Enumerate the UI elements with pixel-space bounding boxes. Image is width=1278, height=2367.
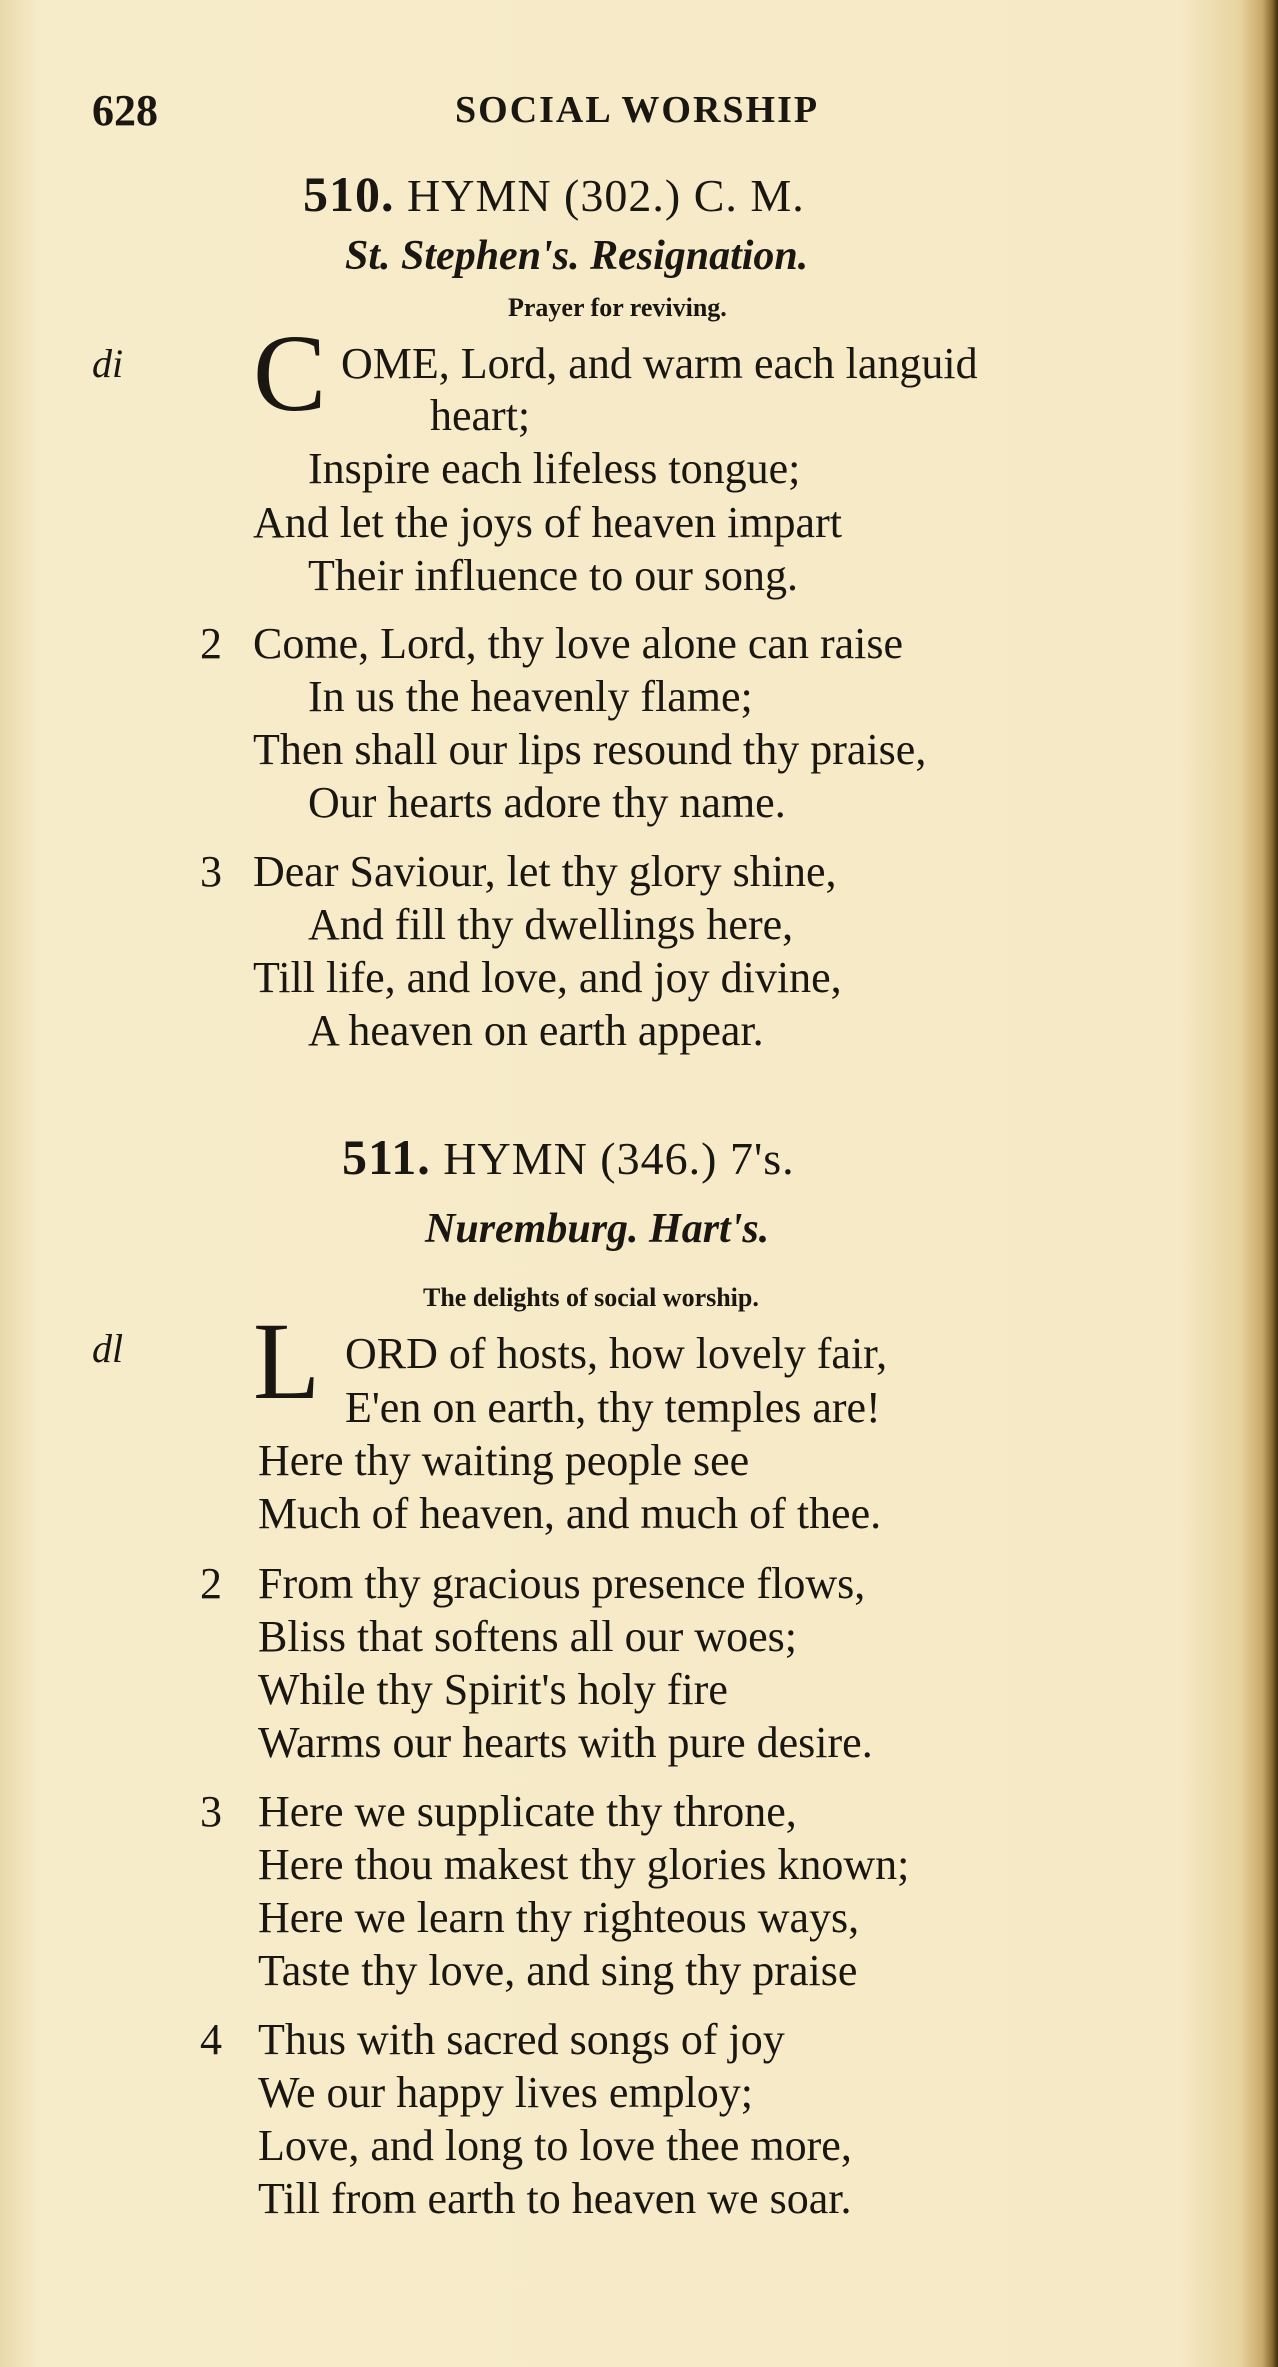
verse-line: Here we supplicate thy throne, [258, 1787, 797, 1836]
hymn-number: 511. [342, 1129, 431, 1185]
verse-line: heart; [430, 391, 531, 440]
hymn-meta: HYMN (302.) C. M. [407, 170, 805, 221]
verse-line: Thus with sacred songs of joy [258, 2015, 785, 2064]
verse-line: Here we learn thy righteous ways, [258, 1893, 860, 1942]
hymn-number: 510. [303, 166, 395, 222]
verse-line: Here thou makest thy glories known; [258, 1840, 910, 1889]
verse-number: 4 [200, 2015, 222, 2064]
verse-line: And fill thy dwellings here, [308, 900, 794, 949]
verse-line: Till life, and love, and joy divine, [253, 953, 842, 1002]
tune-names: St. Stephen's. Resignation. [345, 233, 809, 279]
verse-line: Love, and long to love thee more, [258, 2121, 852, 2170]
verse-line: From thy gracious presence flows, [258, 1559, 866, 1608]
verse-line: Bliss that softens all our woes; [258, 1612, 797, 1661]
margin-note: dl [92, 1326, 124, 1371]
verse-number: 3 [200, 1787, 222, 1836]
verse-line: And let the joys of heaven impart [253, 498, 842, 547]
verse-number: 2 [200, 619, 222, 668]
drop-cap: L [253, 1300, 321, 1422]
verse-line: In us the heavenly flame; [308, 672, 753, 721]
verse-line: E'en on earth, thy temples are! [345, 1383, 881, 1432]
verse-line: Taste thy love, and sing thy praise [258, 1946, 858, 1995]
verse-line: Then shall our lips resound thy praise, [253, 725, 927, 774]
first-line: ORD of hosts, how lovely fair, [345, 1329, 888, 1378]
verse-line: Till from earth to heaven we soar. [258, 2174, 852, 2223]
hymn-subject: Prayer for reviving. [508, 293, 727, 322]
verse-number: 3 [200, 847, 222, 896]
verse-line: Come, Lord, thy love alone can raise [253, 619, 904, 668]
first-line: OME, Lord, and warm each languid [341, 339, 978, 388]
verse-line: While thy Spirit's holy fire [258, 1665, 728, 1714]
verse-line: Inspire each lifeless tongue; [308, 444, 801, 493]
verse-line: Our hearts adore thy name. [308, 778, 786, 827]
verse-number: 2 [200, 1559, 222, 1608]
tune-names: Nuremburg. Hart's. [425, 1206, 770, 1252]
margin-note: di [92, 341, 124, 386]
verse-line: We our happy lives employ; [258, 2068, 754, 2117]
hymn-subject: The delights of social worship. [423, 1283, 759, 1312]
drop-cap: C [253, 312, 327, 434]
running-title: SOCIAL WORSHIP [455, 89, 820, 131]
verse-line: A heaven on earth appear. [308, 1006, 764, 1055]
hymn-511-heading [342, 1128, 795, 1186]
page-number: 628 [92, 86, 158, 135]
verse-line: Dear Saviour, let thy glory shine, [253, 847, 837, 896]
verse-line: Warms our hearts with pure desire. [258, 1718, 873, 1767]
verse-line: Here thy waiting people see [258, 1436, 750, 1485]
hymn-510-heading [303, 165, 805, 223]
verse-line: Much of heaven, and much of thee. [258, 1489, 882, 1538]
verse-line: Their influence to our song. [308, 551, 798, 600]
hymn-meta: HYMN (346.) 7's. [443, 1133, 795, 1184]
